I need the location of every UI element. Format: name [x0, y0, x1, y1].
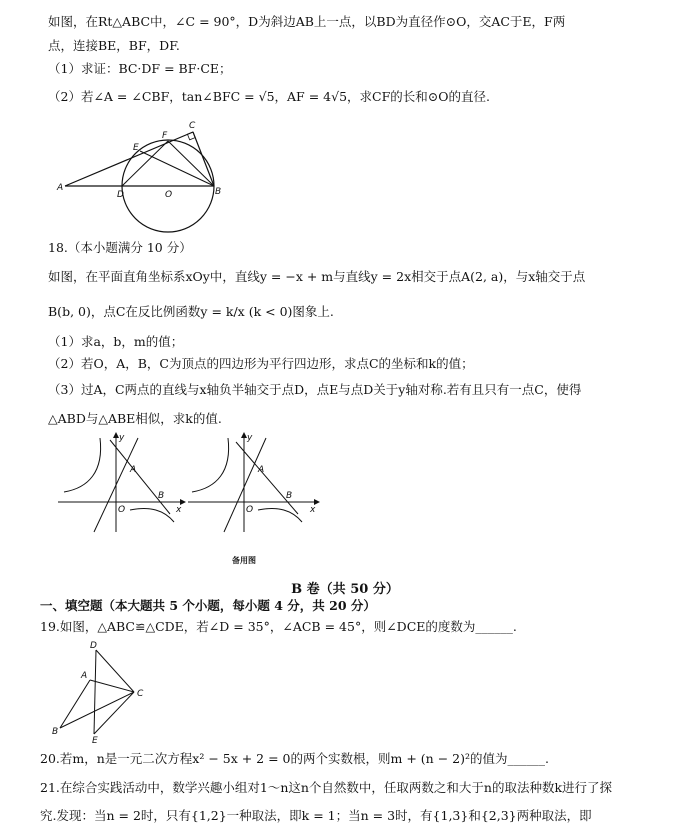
segment-ec [94, 692, 134, 734]
q19-text: 19.如图，△ABC≌△CDE，若∠D = 35°，∠ACB = 45°，则∠DCE的度数为______. [40, 619, 517, 634]
label-e: E [133, 143, 139, 153]
fig1-label-y: y [119, 433, 125, 443]
spare-figure-caption: 备用图 [232, 556, 256, 565]
segment-df [122, 141, 168, 186]
fig2-label-y: y [247, 433, 253, 443]
fig2-label-a: A [258, 465, 265, 475]
q17-part2: （2）若∠A = ∠CBF，tan∠BFC = √5，AF = 4√5，求CF的长和⊙O的直径. [48, 89, 490, 104]
q18-graph-spare [188, 432, 323, 534]
label-b: B [215, 187, 222, 197]
segment-de [94, 650, 96, 734]
q17-part1: （1）求证：BC·DF = BF·CE； [48, 61, 232, 76]
label-c: C [189, 121, 196, 131]
label-a: A [57, 183, 64, 193]
label-d: D [117, 190, 124, 200]
q18-part3-line2: △ABD与△ABE相似，求k的值. [48, 411, 222, 426]
fig1-label-o: O [118, 505, 126, 515]
fill-in-section-title: 一、填空题（本大题共 5 个小题，每小题 4 分，共 20 分） [40, 598, 376, 613]
q18-stem-line1: 如图，在平面直角坐标系xOy中，直线y = −x + m与直线y = 2x相交于点A(2, a)，与x轴交于点 [48, 269, 586, 284]
segment-dc [96, 650, 134, 692]
q18-part3-line1: （3）过A，C两点的直线与x轴负半轴交于点D，点E与点D关于y轴对称.若有且只有一点C，使得 [48, 382, 582, 397]
label-o: O [165, 190, 173, 200]
q18-graph-main [58, 432, 188, 534]
q17-circle-figure [55, 118, 230, 233]
segment-ac [90, 680, 134, 692]
label-b: B [52, 727, 59, 737]
q19-triangle-figure [52, 640, 152, 746]
segment-ac [65, 132, 193, 186]
label-a: A [81, 671, 88, 681]
q20-text: 20.若m，n是一元二次方程x² − 5x + 2 = 0的两个实数根，则m + (n − 2)²的值为______. [40, 751, 549, 766]
segment-bf [168, 141, 214, 186]
q17-stem-line1: 如图，在Rt△ABC中，∠C = 90°，D为斜边AB上一点，以BD为直径作⊙O，交AC于E，F两 [48, 14, 566, 29]
label-e: E [92, 736, 98, 746]
q18-part1: （1）求a，b，m的值； [48, 334, 184, 349]
hyperbola-branch-left [64, 438, 101, 492]
q21-line1: 21.在综合实践活动中，数学兴趣小组对1～n这n个自然数中，任取两数之和大于n的取法种数k进行了探 [40, 780, 613, 795]
fig1-label-x: x [176, 505, 182, 515]
line-y-neg-x-m [236, 442, 298, 514]
label-c: C [137, 689, 144, 699]
q17-stem-line2: 点，连接BE，BF，DF. [48, 38, 180, 53]
label-f: F [162, 131, 168, 141]
fig2-label-o: O [246, 505, 254, 515]
line-y-neg-x-m [110, 440, 170, 514]
q21-line2: 究.发现：当n = 2时，只有{1,2}一种取法，即k = 1；当n = 3时，有{1,3}和{2,3}两种取法，即 [40, 808, 592, 823]
section-b-title: B 卷（共 50 分） [291, 582, 399, 597]
q18-stem-line2: B(b, 0)，点C在反比例函数y = k/x (k < 0)图象上. [48, 304, 334, 319]
q18-header: 18.（本小题满分 10 分） [48, 240, 192, 255]
fig1-label-a: A [130, 465, 137, 475]
fig2-label-x: x [310, 505, 316, 515]
hyperbola-branch-left [192, 438, 229, 492]
label-d: D [90, 641, 97, 651]
q18-part2: （2）若O，A，B，C为顶点的四边形为平行四边形，求点C的坐标和k的值； [48, 356, 474, 371]
fig1-label-b: B [158, 491, 165, 501]
fig2-label-b: B [286, 491, 293, 501]
